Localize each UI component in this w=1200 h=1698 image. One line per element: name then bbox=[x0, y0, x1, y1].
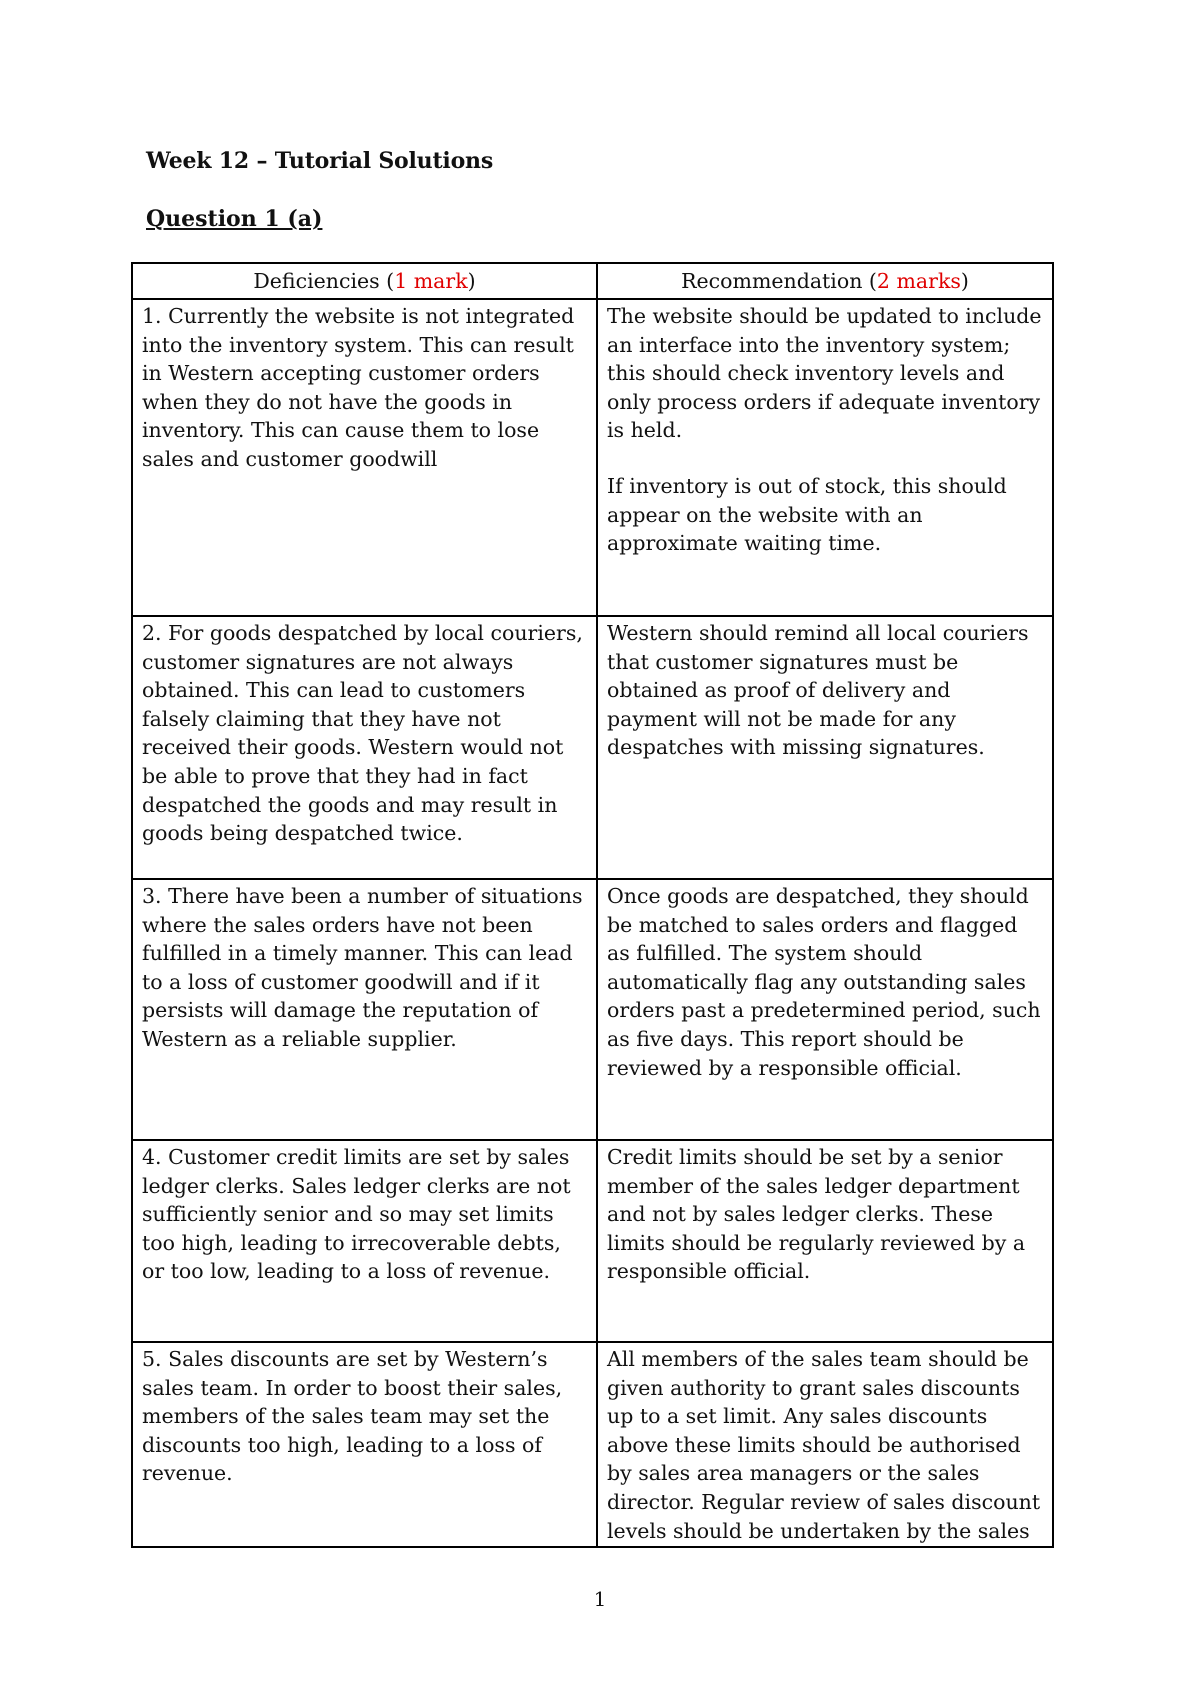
table-row bbox=[132, 616, 1053, 879]
recommendation-cell bbox=[597, 1140, 1053, 1342]
header-label: Deficiencies ( bbox=[253, 268, 395, 293]
recommendation-text: Credit limits should be set by a senior member of the sales ledger department and not by sales ledger clerks. These limits should be regularly reviewed by a responsible official. bbox=[607, 1145, 1026, 1284]
header-suffix: ) bbox=[960, 268, 969, 293]
deficiency-text: 2. For goods despatched by local couriers, customer signatures are not always obtained. This can lead to customers falsely claiming that they have not received their goods. Western would not be able to prove that they had in fact despatched the goods and may result in goods being despatched twice. bbox=[142, 621, 583, 846]
recommendation-cell bbox=[597, 879, 1053, 1140]
table-row bbox=[132, 1140, 1053, 1342]
recommendation-text: If inventory is out of stock, this should appear on the website with an approximate waiting time. bbox=[607, 473, 1007, 556]
table-row bbox=[132, 1342, 1053, 1547]
header-deficiencies bbox=[132, 263, 597, 299]
deficiency-text: 5. Sales discounts are set by Western’s sales team. In order to boost their sales, members of the sales team may set the discounts too high, leading to a loss of revenue. bbox=[142, 1347, 563, 1486]
deficiency-cell bbox=[132, 879, 597, 1140]
header-recommendation bbox=[597, 263, 1053, 299]
recommendation-text: Once goods are despatched, they should be matched to sales orders and flagged as fulfilled. The system should automatically flag any outstanding sales orders past a predetermined period, such as five days. This report should be reviewed by a responsible official. bbox=[607, 884, 1041, 1080]
recommendation-cell bbox=[597, 616, 1053, 879]
section-heading: Question 1 (a) bbox=[146, 206, 323, 232]
recommendation-text: The website should be updated to include an interface into the inventory system; this should check inventory levels and only process orders if adequate inventory is held. bbox=[607, 304, 1042, 443]
header-label: Recommendation ( bbox=[681, 268, 877, 293]
header-suffix: ) bbox=[467, 268, 476, 293]
page-number: 1 bbox=[593, 1587, 607, 1611]
recommendation-cell bbox=[597, 1342, 1053, 1547]
table-row bbox=[132, 299, 1053, 616]
solutions-table bbox=[131, 262, 1054, 1548]
table-row bbox=[132, 879, 1053, 1140]
deficiency-cell bbox=[132, 299, 597, 616]
deficiency-cell bbox=[132, 616, 597, 879]
table-header-row bbox=[132, 263, 1053, 299]
deficiency-cell bbox=[132, 1140, 597, 1342]
page-title: Week 12 – Tutorial Solutions bbox=[146, 148, 494, 174]
deficiency-text: 4. Customer credit limits are set by sales ledger clerks. Sales ledger clerks are not sufficiently senior and so may set limits too high, leading to irrecoverable debts, or too low, leading to a loss of revenue. bbox=[142, 1145, 571, 1284]
recommendation-cell bbox=[597, 299, 1053, 616]
deficiency-cell bbox=[132, 1342, 597, 1547]
recommendation-text: All members of the sales team should be given authority to grant sales discounts up to a set limit. Any sales discounts above these limits should be authorised by sales area managers or the sales director. Regular review of sales discount levels should be undertaken by the sales bbox=[607, 1347, 1041, 1543]
deficiency-text: 3. There have been a number of situations where the sales orders have not been fulfilled in a timely manner. This can lead to a loss of customer goodwill and if it persists will damage the reputation of Western as a reliable supplier. bbox=[142, 884, 583, 1051]
deficiency-text: 1. Currently the website is not integrated into the inventory system. This can result in Western accepting customer orders when they do not have the goods in inventory. This can cause them to lose sales and customer goodwill bbox=[142, 304, 575, 471]
marks-label: 1 mark bbox=[394, 268, 468, 293]
marks-label: 2 marks bbox=[876, 268, 961, 293]
recommendation-text: Western should remind all local couriers that customer signatures must be obtained as proof of delivery and payment will not be made for any despatches with missing signatures. bbox=[607, 621, 1029, 760]
